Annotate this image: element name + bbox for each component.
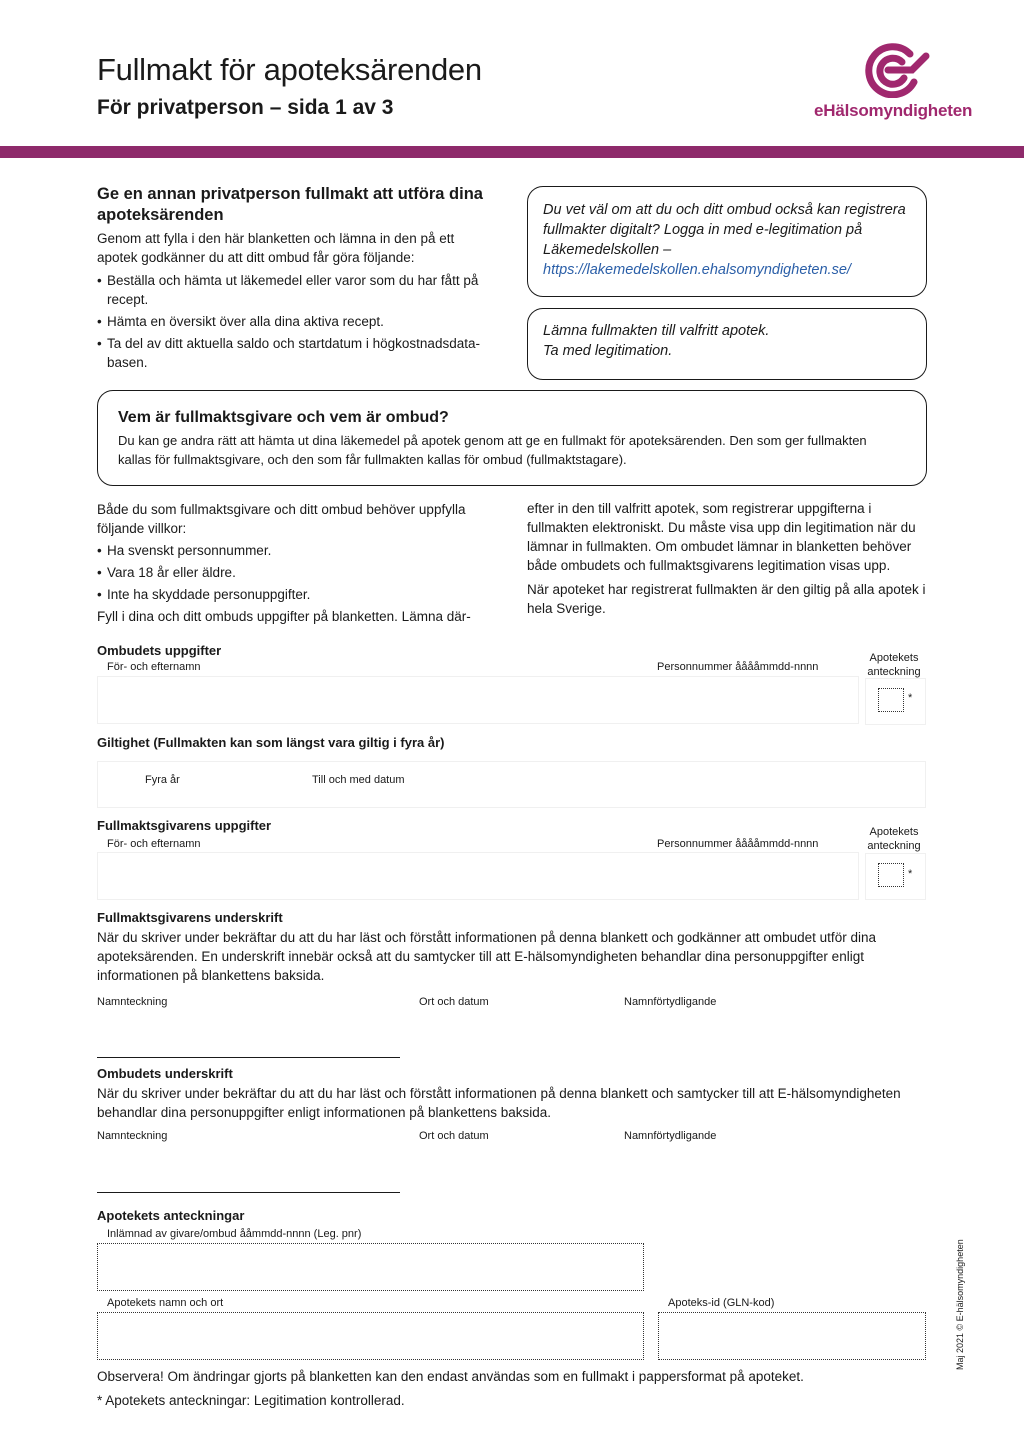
ehalsomyndigheten-logo-icon [858,42,934,98]
agent-sign-label: Namnteckning [97,1130,168,1142]
four-years-option[interactable]: Fyra år [145,774,180,786]
digital-info-text: Du vet väl om att du och ditt ombud också kan registrera fullmakter digitalt? Logga in med e-legitimation på Läkemedelskollen – [543,202,906,258]
lakemedelskollen-link[interactable]: https://lakemedelskollen.ehalsomyndigheten.se/ [543,262,851,278]
conditions-right-text-2: När apoteket har registrerat fullmakten är den giltig på alla apotek i hela Sverige. [527,582,926,616]
agent-details-heading: Ombudets uppgifter [97,643,222,658]
intro-bullet: • Hämta en översikt över alla dina aktiva recept. [97,312,497,331]
header-band [0,146,1024,158]
conditions-after: Fyll i dina och ditt ombuds uppgifter på blanketten. Lämna där- [97,609,471,624]
until-date-input[interactable] [410,770,610,792]
submit-info-box [527,308,927,380]
validity-heading: Giltighet (Fullmakten kan som längst vara giltig i fyra år) [97,735,445,750]
agent-signature-heading: Ombudets underskrift [97,1066,233,1081]
conditions-right-text: efter in den till valfritt apotek, som registrerar uppgifterna i fullmakten elektroniskt. Du måste visa upp din legitimation när du lämnar in fullmakten. Om ombudet lämnar in blanketten behöver både ombudets och fullmaktsgivarens legitimation visas upp. [527,501,916,573]
page-subtitle: För privatperson – sida 1 av 3 [97,96,394,119]
agent-star: * [908,692,913,704]
who-text: Du kan ge andra rätt att hämta ut dina läkemedel på apotek genom att ge en fullmakt för apoteksärenden. Den som ger fullmakten kallas för fullmaktsgivare, och den som får fullmakten kallas för ombud (fullmaktstagare). [118,433,867,467]
agent-name-field[interactable] [97,676,859,724]
intro-text: Genom att fylla i den här blanketten och lämna in den på ett apotek godkänner du att ditt ombud får göra följande: [97,231,455,265]
giver-name-label: För- och efternamn [107,838,201,850]
pharmacy-name-label: Apotekets namn och ort [107,1297,224,1309]
agent-signature-text: När du skriver under bekräftar du att du har läst och förstått informationen på denna blankett och samtycker till att E-hälsomyndigheten behandlar dina personuppgifter enligt informationen på blankettens baksida. [97,1086,901,1120]
page-title: Fullmakt för apoteksärenden [97,52,482,87]
who-heading: Vem är fullmaktsgivare och vem är ombud? [118,409,449,426]
side-copyright: Maj 2021 © E-hälsomyndigheten [955,1239,965,1370]
changes-note: Observera! Om ändringar gjorts på blanketten kan den endast användas som en fullmakt i pappersformat på apoteket. [97,1369,804,1384]
giver-signature-line[interactable] [97,1057,400,1058]
agent-place-date-label: Ort och datum [419,1130,489,1142]
pharmacy-name-field[interactable] [97,1312,644,1360]
giver-signature-heading: Fullmaktsgivarens underskrift [97,910,283,925]
submitted-by-label: Inlämnad av givare/ombud ååmmdd-nnnn (Leg. pnr) [107,1228,362,1240]
pharmacy-notes-heading: Apotekets anteckningar [97,1208,245,1223]
conditions-bullets [97,541,487,607]
intro-bullet: • Beställa och hämta ut läkemedel eller varor som du har fått på recept. [97,271,497,309]
giver-id-checked-checkbox[interactable] [878,863,904,887]
footnote: * Apotekets anteckningar: Legitimation kontrollerad. [97,1393,405,1408]
intro-heading: Ge en annan privatperson fullmakt att utföra dina apoteksärenden [97,185,483,224]
agent-id-checked-checkbox[interactable] [878,688,904,712]
pharmacy-id-field[interactable] [658,1312,926,1360]
agent-name-label: För- och efternamn [107,661,201,673]
submit-info-line2: Ta med legitimation. [543,343,673,359]
brand-name: eHälsomyndigheten [814,101,973,120]
intro-bullet: • Ta del av ditt aktuella saldo och startdatum i högkostnadsdatabasen. [97,334,497,372]
condition-bullet: • Inte ha skyddade personuppgifter. [97,585,487,604]
condition-bullet: • Vara 18 år eller äldre. [97,563,487,582]
giver-place-date-label: Ort och datum [419,996,489,1008]
submitted-by-field[interactable] [97,1243,644,1291]
giver-name-field[interactable] [97,852,859,900]
giver-signature-text: När du skriver under bekräftar du att du har läst och förstått informationen på denna blankett och godkänner att ombudet utför dina apoteksärenden. En underskrift innebär också att du samtycker till att E-hälsomyndigheten behandlar dina personuppgifter enligt informationen på blankettens baksida. [97,930,876,983]
giver-pnr-label: Personnummer ååååmmdd-nnnn [657,838,819,850]
who-box [97,390,927,486]
giver-details-heading: Fullmaktsgivarens uppgifter [97,818,272,833]
agent-clarify-label: Namnförtydligande [624,1130,717,1142]
giver-pharmacy-note-label: Apotekets anteckning [867,826,921,852]
submit-info-line1: Lämna fullmakten till valfritt apotek. [543,323,770,339]
giver-clarify-label: Namnförtydligande [624,996,717,1008]
intro-bullets [97,271,497,375]
agent-signature-line[interactable] [97,1192,400,1193]
conditions-text: Både du som fullmaktsgivare och ditt ombud behöver uppfylla följande villkor: [97,502,466,536]
pharmacy-id-label: Apoteks-id (GLN-kod) [668,1297,775,1309]
giver-star: * [908,868,913,880]
agent-pharmacy-note-label: Apotekets anteckning [867,652,921,678]
until-date-label: Till och med datum [312,774,405,786]
condition-bullet: • Ha svenskt personnummer. [97,541,487,560]
digital-info-box [527,186,927,297]
agent-pnr-label: Personnummer ååååmmdd-nnnn [657,661,819,673]
giver-sign-label: Namnteckning [97,996,168,1008]
